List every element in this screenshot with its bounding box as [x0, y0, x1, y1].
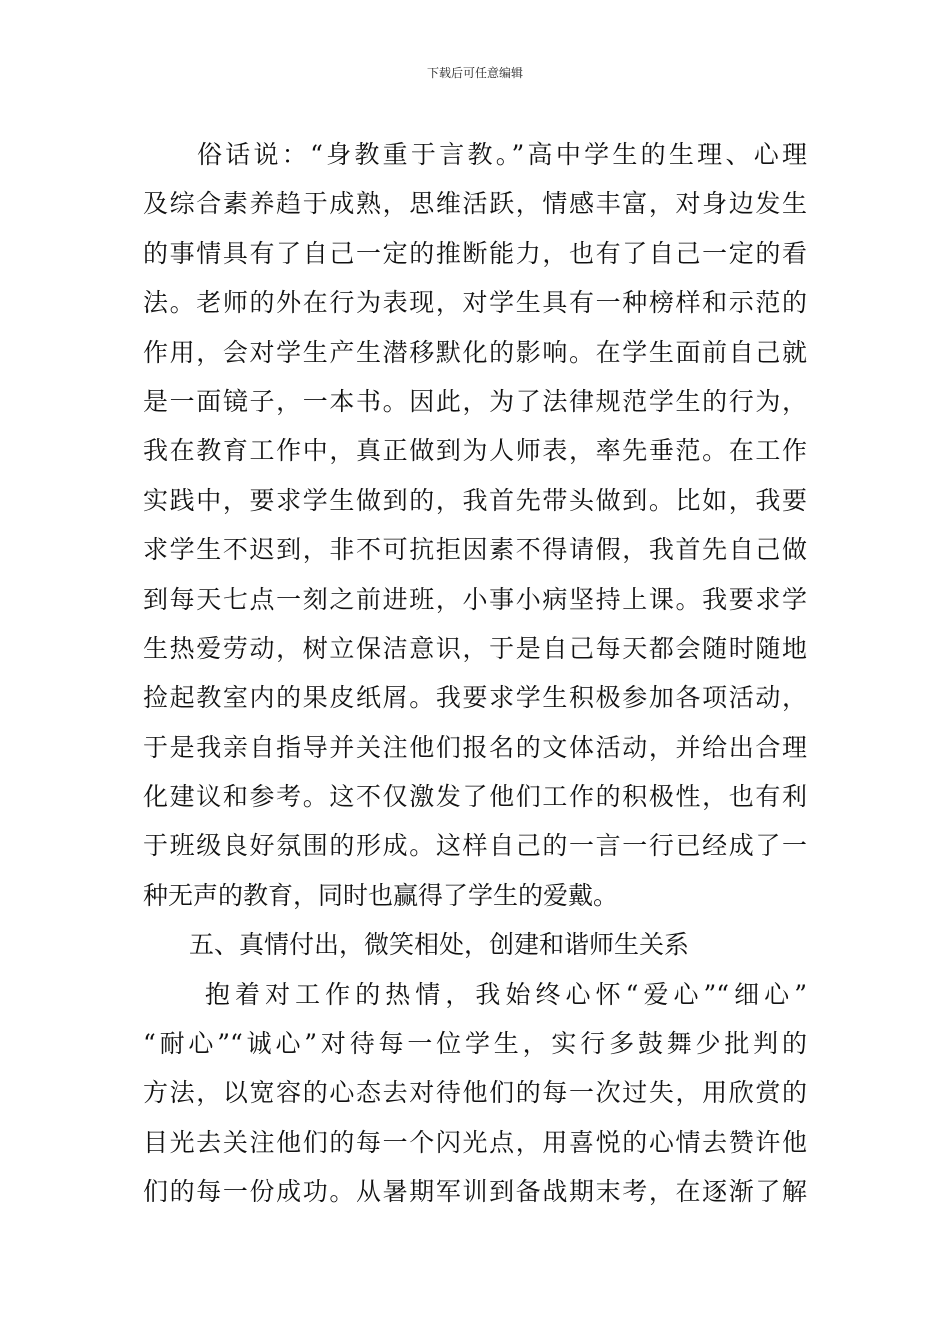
paragraph-line: 实践中，要求学生做到的，我首先带头做到。比如，我要	[143, 485, 807, 515]
paragraph-line: 种无声的教育，同时也赢得了学生的爱戴。	[143, 880, 619, 910]
section-heading: 五、真情付出，微笑相处，创建和谐师生关系	[189, 930, 690, 960]
paragraph-line: 及综合素养趋于成熟，思维活跃，情感丰富，对身边发生	[143, 189, 807, 219]
paragraph-line: 到每天七点一刻之前进班，小事小病坚持上课。我要求学	[143, 584, 807, 614]
paragraph-line: 生热爱劳动，树立保洁意识，于是自己每天都会随时随地	[143, 633, 807, 663]
paragraph-line: 于是我亲自指导并关注他们报名的文体活动，并给出合理	[143, 732, 807, 762]
page-header: 下载后可任意编辑	[426, 66, 523, 80]
paragraph-line: 作用，会对学生产生潜移默化的影响。在学生面前自己就	[143, 337, 807, 367]
paragraph-line: 化建议和参考。这不仅激发了他们工作的积极性，也有利	[143, 782, 807, 812]
paragraph-line: 抱着对工作的热情，我始终心怀“爱心”“细心”	[205, 979, 807, 1009]
paragraph-line: “耐心”“诚心”对待每一位学生，实行多鼓舞少批判的	[143, 1029, 807, 1059]
paragraph-line: 于班级良好氛围的形成。这样自己的一言一行已经成了一	[143, 831, 807, 861]
paragraph-line: 我在教育工作中，真正做到为人师表，率先垂范。在工作	[143, 436, 807, 466]
paragraph-line: 捡起教室内的果皮纸屑。我要求学生积极参加各项活动，	[143, 683, 807, 713]
paragraph-line: 的事情具有了自己一定的推断能力，也有了自己一定的看	[143, 238, 807, 268]
paragraph-line: 们的每一份成功。从暑期军训到备战期末考，在逐渐了解	[143, 1177, 807, 1207]
document-body	[143, 130, 807, 1217]
paragraph-line: 是一面镜子，一本书。因此，为了法律规范学生的行为，	[143, 386, 807, 416]
paragraph-line: 法。老师的外在行为表现，对学生具有一种榜样和示范的	[143, 288, 807, 318]
paragraph-line: 目光去关注他们的每一个闪光点，用喜悦的心情去赞许他	[143, 1127, 807, 1157]
paragraph-line: 俗话说：“身教重于言教。”高中学生的生理、心理	[197, 140, 807, 169]
paragraph-line: 方法，以宽容的心态去对待他们的每一次过失，用欣赏的	[143, 1078, 807, 1108]
paragraph-line: 求学生不迟到，非不可抗拒因素不得请假，我首先自己做	[143, 535, 807, 565]
